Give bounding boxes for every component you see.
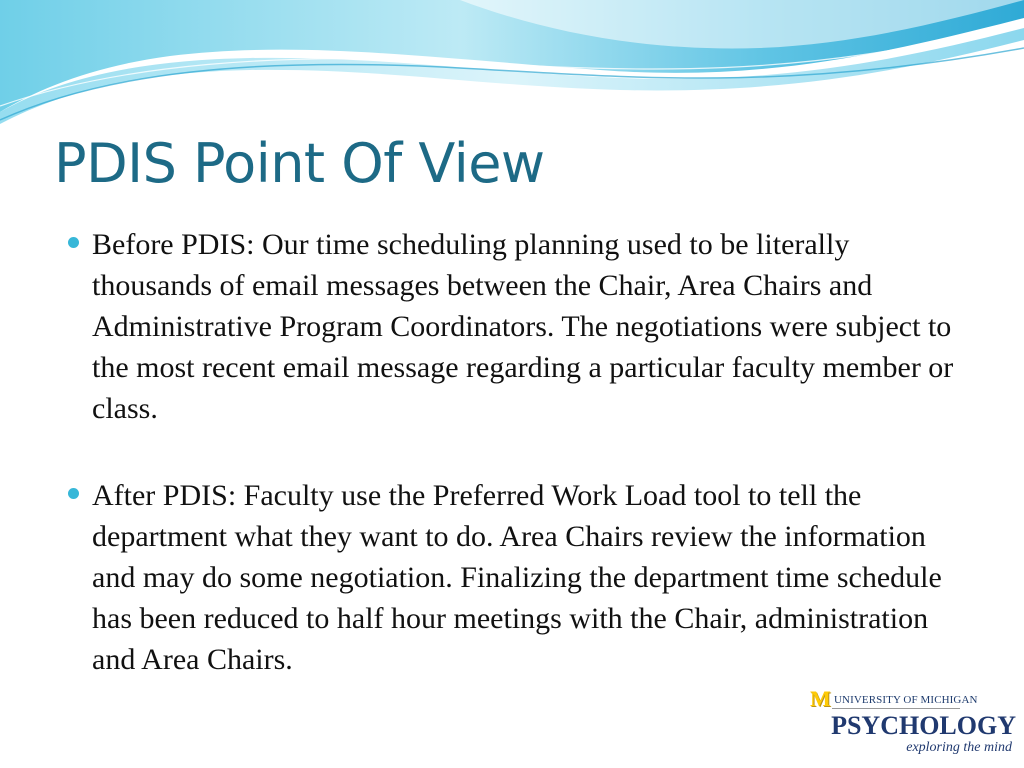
bullet-text: Before PDIS: Our time scheduling planning used to be literally thousands of email messages between the Chair, Area Chairs and Administrative Program Coordinators. The negotiations were subject to the most recent email message regarding a particular faculty member or class. [92,228,954,425]
logo-department: PSYCHOLOGY [831,711,1016,740]
bullet-text: After PDIS: Faculty use the Preferred Work Load tool to tell the department what they want to do. Area Chairs review the information and may do some negotiation. Finalizing the department time schedule has been reduced to half hour meetings with the Chair, administration and Area Chairs. [92,479,942,676]
logo-divider [832,708,960,709]
bullet-marker-icon [68,237,79,248]
block-m-icon: M [810,686,831,711]
bullet-item-before-pdis [66,224,966,429]
university-logo [810,688,1016,760]
slide-title: PDIS Point Of View [54,132,545,195]
bullet-item-after-pdis [66,475,966,680]
logo-university-line [810,686,978,711]
logo-university-name: UNIVERSITY OF MICHIGAN [834,694,978,706]
bullet-list [66,224,966,680]
wave-header-decoration [0,0,1024,130]
bullet-marker-icon [68,488,79,499]
logo-tagline: exploring the mind [906,740,1012,755]
